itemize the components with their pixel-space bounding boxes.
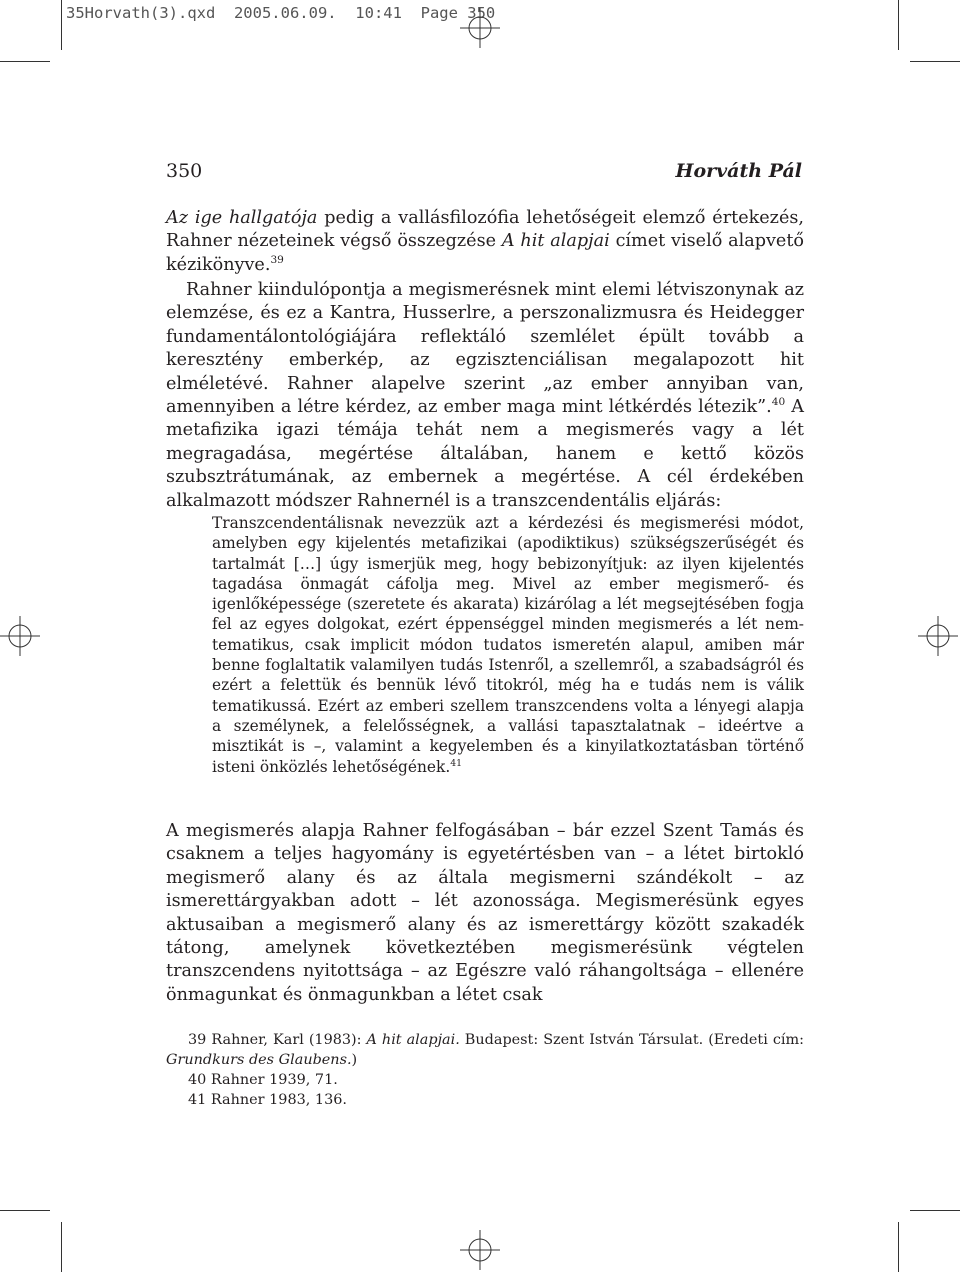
crop-mark-top-right-v [898,0,899,50]
print-slug: 35Horvath(3).qxd 2005.06.09. 10:41 Page 350 [66,4,496,22]
crop-mark-bottom-right-h [910,1210,960,1211]
work-title: A hit alapjai [501,231,610,252]
footnote-ref-41: 41 [450,757,463,769]
footnote-ref-40: 40 [771,396,786,409]
page-number: 350 [166,160,203,182]
crop-mark-bottom-right-v [898,1222,899,1272]
registration-mark-bottom [460,1230,500,1270]
work-title: Az ige hallgatója [166,208,318,228]
footnote-ref-39: 39 [270,253,284,266]
registration-mark-right [918,616,958,656]
paragraph-1: Az ige hallgatója pedig a vallásfilozófia lehetőségeit elemző értekezés, Rahner nézeteinek végső összegzése A hit alapjai címet viselő alapvető kézikönyve.$^{39}$ [166,208,805,275]
footnotes [166,1030,804,1110]
crop-mark-bottom-left-v [61,1222,62,1272]
paragraph-3: A megismerés alapja Rahner felfogásában – bár ezzel Szent Tamás és csaknem a teljes hagyomány is egyetértésben van – a létet birtokló megismerő alany és az általa megismerni szándékolt – az ismerettárgyakban adott – lét azonossága. Megismerésünk egyes aktusaiban a megismerő alany és az ismerettárgy között szakadék tátong, amelynek következtében megismerésünk végtelen transzcendens nyitottsága – az Egészre való ráhangoltsága – ellenére önmagunkat és önmagunkban a létet csak [166,821,804,1005]
crop-mark-top-left-h [0,61,50,62]
crop-mark-top-right-h [910,61,960,62]
footnote-41: 41 Rahner 1983, 136. [188,1092,347,1108]
block-quote: Transzcendentálisnak nevezzük azt a kérdezési és megismerési módot, amelyben egy kijelentés metafizikai (apodiktikus) szükségszerűségét és tartalmát […] úgy ismerjük meg, hogy bebizonyítjuk: az ilyen kijelentés tagadása önmagát cáfolja meg. Mivel az ember megismerő- és igenlőképessége (szeretete és akarata) kizárólag a lét megsejtésében fogja fel az egyes dolgokat, ezért éppenséggel minden megismerés a lét nem-tematikus, csak implicit módon tudatos ismeretén alapul, amiben már benne foglaltatik valamilyen tudás Istenről, a szellemről, a szabadságról és ezért a felettük és bennük lévő titokról, még ha e tudás nem is válik tematikussá. Ezért az emberi szellem transzcendens volta a lényegi alapja a személynek, a felelősségnek, a vallási tapasztalatnak – ideértve a misztikát is –, valamint a kegyelemben és a kinyilatkoztatásban történő isteni önközlés lehetőségének.$^{41}$ [212,514,804,776]
running-head-author: Horváth Pál [675,160,802,182]
footnote-39: 39 Rahner, Karl (1983): A hit alapjai. Budapest: Szent István Társulat. (Eredeti cím: Grundkurs des Glaubens.) [166,1032,804,1068]
crop-mark-top-left-v [61,0,62,50]
crop-mark-bottom-left-h [0,1210,50,1211]
footnote-40: 40 Rahner 1939, 71. [188,1072,338,1088]
registration-mark-top [460,8,500,48]
paragraph-2: Rahner kiindulópontja a megismerésnek mint elemi létviszonynak az elemzése, és ez a Kantra, Husserlre, a perszonalizmusra és Heidegger fundamentálontológiájára reflektáló szemlélet épült tovább a keresztény emberkép, az egzisztenciálisan megalapozott hit elméletévé. Rahner alapelve szerint „az ember annyiban van, amennyiben a létre kérdez, az ember maga mint létkérdés létezik”.$^{40}$ A metafizika igazi témája tehát nem a megismerés vagy a lét megragadása, megértése általában, hanem e kettő közös szubsztrátumának, az embernek a megértése. A cél érdekében alkalmazott módszer Rahnernél is a transzcendentális eljárás: [166,280,804,511]
registration-mark-left [0,616,40,656]
